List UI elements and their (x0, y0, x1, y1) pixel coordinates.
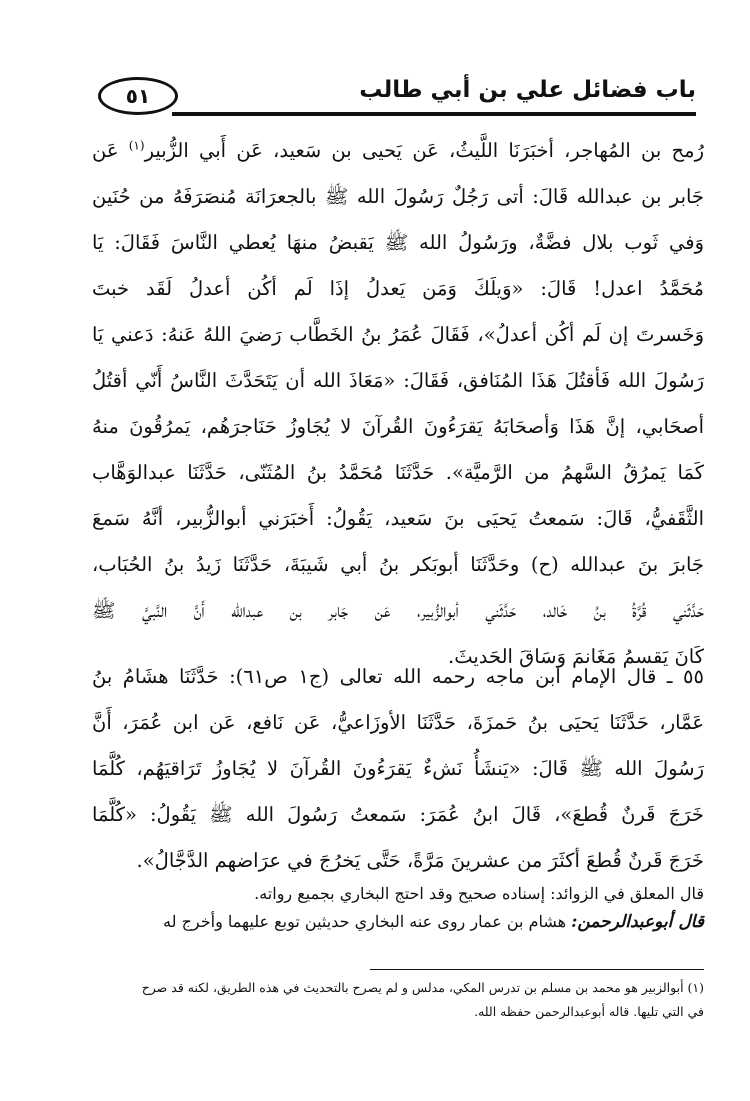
footnote-reference[interactable]: (١) (128, 138, 145, 153)
footnote (46, 976, 704, 1024)
author-comment-text: هشام بن عمار روى عنه البخاري حديثين توبع عليهما وأخرج له (163, 912, 572, 931)
text-line: وَخَسرتَ إن لَم أكُن أعدلُ»، فَقَالَ عُمَرُ بنُ الخَطَّاب رَضيَ اللهُ عَنهُ: دَعني يَا (92, 323, 704, 346)
text-line: رُمح بن المُهاجر، أخبَرَنَا اللَّيثُ، عَن يَحيى بن سَعيد، عَن أَبي الزُّبير$^{(١)}$ عَن (92, 138, 704, 162)
text-line: جَابرَ بنَ عبدالله (ح) وحَدَّثَنَا أبوبَكر بنُ أبي شَيبَةَ، حَدَّثَنَا زَيدُ بنُ الحُبَاب، (92, 553, 704, 576)
chapter-title: باب فضائل علي بن أبي طالب (359, 77, 696, 103)
text-line: مُحَمَّدُ اعدل! قَالَ: «وَيلَكَ وَمَن يَعدلُ إذَا لَم أكُن أعدلُ لَقَد خبتَ (92, 277, 704, 300)
text-line: خَرَجَ قَرنٌ قُطعَ»، قَالَ ابنُ عُمَرَ: سَمعتُ رَسُولَ الله ﷺ يَقُولُ: «كُلَّمَا (92, 803, 704, 826)
text-line: أصحَابي، إنَّ هَذَا وَأصحَابَهُ يَقرَءُونَ القُرآنَ لا يُجَاوزُ حَنَاجرَهُم، يَمرُقُونَ منهُ (92, 415, 704, 438)
text-line: وَفي ثَوب بلال فضَّةٌ، ورَسُولُ الله ﷺ يَقبضُ منهَا يُعطي النَّاسَ فَقَالَ: يَا (92, 231, 704, 254)
text-line: الثَّقَفيُّ، قَالَ: سَمعتُ يَحيَى بنَ سَعيد، يَقُولُ: أَخبَرَني أبوالزُّبير، أنَّهُ سَمعَ (92, 507, 704, 530)
commentary-note (92, 880, 704, 908)
text-line: حَدَّثَني قُرَّةُ بنُ خَالد، حَدَّثَني أبوالزُّبير، عَن جَابر بن عبدالله أَنَّ النَّبيَّ ﷺ (92, 599, 704, 622)
text-line: خَرَجَ قَرنٌ قُطعَ أكثَرَ من عشرينَ مَرَّةً، حَتَّى يَخرُجَ في عرَاضهم الدَّجَّالُ». (136, 849, 704, 872)
author-comment (92, 908, 704, 936)
page-number: ٥١ (125, 84, 151, 108)
text-line: رَسُولَ الله ﷺ قَالَ: «يَنشَأُ نَشءٌ يَقرَءُونَ القُرآنَ لا يُجَاوزُ تَرَاقيَهُم، كُلَّمَا (92, 757, 704, 780)
note-line (92, 908, 704, 936)
hadith-text-block-1 (92, 128, 704, 680)
text-line: كَمَا يَمرُقُ السَّهمُ من الرَّميَّة». حَدَّثَنَا مُحَمَّدُ بنُ المُثَنّى، حَدَّثَنَا عبدالوَهَّاب (92, 461, 704, 484)
author-signature: قال أبوعبدالرحمن: (571, 912, 704, 932)
hadith-text-block-55 (92, 654, 704, 884)
page-number-badge (98, 77, 178, 115)
footnote-line: (١) أبوالزبير هو محمد بن مسلم بن تدرس المكي، مدلس و لم يصرح بالتحديث في هذه الطريق، لكنه قد صرح (141, 980, 704, 995)
footnote-line: في التي تليها. قاله أبوعبدالرحمن حفظه الله. (474, 1004, 704, 1019)
text-line: ٥٥ ـ قال الإمام ابن ماجه رحمه الله تعالى (ج١ ص٦١): حَدَّثَنَا هشَامُ بنُ (92, 665, 704, 688)
text-line: رَسُولَ الله فَأقتُلَ هَذَا المُنَافق، فَقَالَ: «مَعَاذَ الله أن يَتَحَدَّثَ النَّاسُ أَنّي أقتُلُ (92, 369, 704, 392)
page-header (98, 74, 696, 120)
text-line: عَمَّار، حَدَّثَنَا يَحيَى بنُ حَمزَةَ، حَدَّثَنَا الأوزَاعيُّ، عَن نَافع، عَن ابن عُمَرَ، أَنَّ (92, 711, 704, 734)
text-line: كَانَ يَقسمُ مَغَانمَ وَسَاقَ الحَديثَ. (448, 645, 704, 668)
header-rule (172, 112, 696, 116)
footnote-separator (370, 969, 704, 970)
text-line: جَابر بن عبدالله قَالَ: أتى رَجُلٌ رَسُولَ الله ﷺ بالجعرَانَة مُنصَرَفَهُ من حُنَين (92, 185, 704, 208)
note-line: قال المعلق في الزوائد: إسناده صحيح وقد احتج البخاري بجميع رواته. (254, 884, 704, 903)
